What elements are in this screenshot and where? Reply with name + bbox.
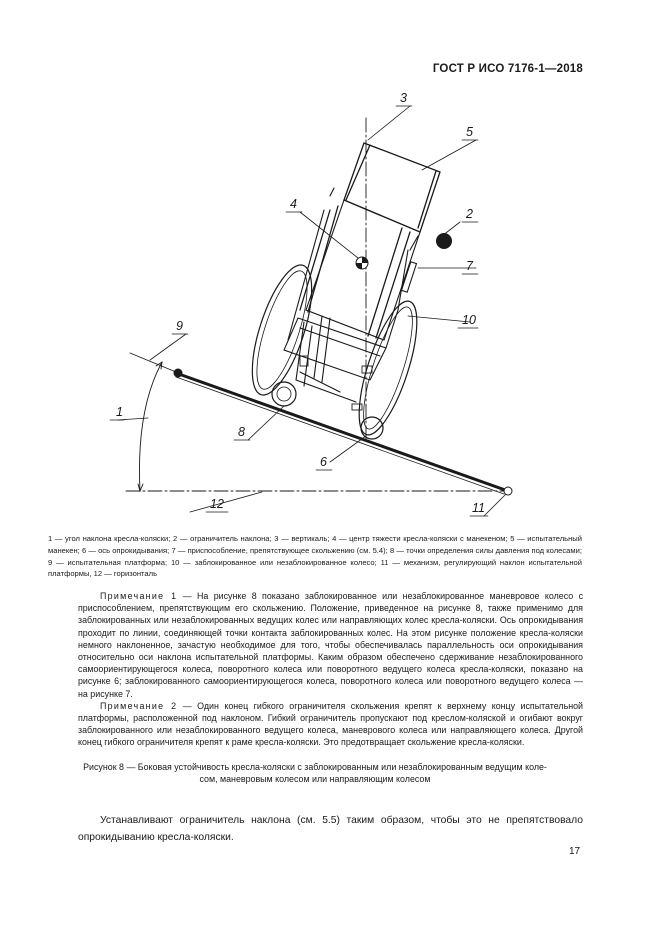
leader-6: [330, 436, 366, 462]
legend-item: 7 — приспособление, препятствующее скольжению (см. 5.4);: [171, 545, 390, 555]
note-2: [78, 700, 583, 749]
legend-item: 8 — точки определения силы давления под колесами;: [389, 545, 582, 555]
figure-caption: [48, 761, 582, 785]
platform-underside: [176, 377, 504, 494]
leader-9: [150, 334, 186, 360]
caption-line-2: сом, маневровым колесом или направляющим колесом: [199, 774, 431, 785]
body-paragraph: [78, 812, 583, 846]
leader-5: [422, 140, 476, 170]
legend-item: 10 — заблокированное или незаблокированное колесо;: [170, 557, 381, 567]
figure-label-7: 7: [466, 259, 473, 273]
legend-item: 2 — ограничитель наклона;: [173, 534, 275, 543]
platform-extension-line: [130, 353, 176, 372]
figure-notes: [78, 590, 583, 749]
legend-item: 3 — вертикаль;: [274, 534, 333, 543]
tilt-angle-arc: [139, 362, 162, 491]
figure-label-11: 11: [472, 501, 485, 515]
figure-legend: [48, 533, 582, 580]
note-2-lead: Примечание 2: [100, 700, 178, 711]
figure-label-5: 5: [466, 125, 473, 139]
figure-label-12: 12: [210, 497, 224, 511]
figure-label-1: 1: [116, 405, 123, 419]
figure-label-9: 9: [176, 319, 183, 333]
test-platform: [176, 373, 508, 491]
legend-item: 5 — испытательный манекен;: [48, 534, 582, 555]
figure-label-3: 3: [400, 91, 407, 105]
leader-11: [484, 494, 506, 516]
figure-label-8: 8: [238, 425, 245, 439]
caster-wheel-far: [272, 382, 296, 406]
note-2-text: — Один конец гибкого ограничителя скольжения крепят к верхнему концу испытательной платформы, расположенной под наклоном. Гибкий ограничитель пропускают под креслом-коляской и огибают вокруг заблокированного или незаблокированного ведущего колеса, маневрового колеса или направляющего колеса. Другой конец гибкого ограничителя крепят к раме кресла-коляски. Это предотвращает скольжение кресла-коляски.: [78, 700, 583, 748]
note-1-text: — На рисунке 8 показано заблокированное или незаблокированное маневровое колесо с приспособлением, препятствующим его скольжению. Положение, приведенное на рисунке 8, также применимо для заблокированных или незаблокированных ведущих колес или направляющих колес кресла-коляски. Ось опрокидывания проходит по линии, соединяющей точки контакта заблокированных колес. На этом рисунке положение кресла-коляски немного наклоненное, зачастую необходимое для того, чтобы обеспечивалась параллельность оси опрокидывания относительно оси наклона испытательной платформы. Каким образом обеспечено сдерживание незаблокированного самоориентирующегося колеса, поворотного колеса или поворотного ведущего колеса кресла-коляски, показано на рисунке 6; заблокированного самоориентирующегося колеса, поворотного колеса или поворотного ведущего колеса — на рисунке 7.: [78, 591, 584, 699]
body-paragraph-text: Устанавливают ограничитель наклона (см. 5.5) таким образом, чтобы это не препятствовало опрокидыванию кресла-коляски.: [78, 815, 583, 843]
test-dummy: [300, 143, 440, 340]
legend-item: 1 — угол наклона кресла-коляски;: [48, 534, 174, 543]
platform-point-marker: [174, 369, 183, 378]
leader-3: [368, 106, 410, 140]
legend-item: 6 — ось опрокидывания;: [81, 545, 172, 555]
caption-line-1: Рисунок 8 — Боковая устойчивость кресла-коляски с заблокированным или незаблокированным ведущим коле-: [83, 762, 547, 772]
centre-of-gravity-symbol: [356, 257, 368, 269]
legend-item: 12 — горизонталь: [93, 569, 158, 579]
leader-4: [300, 212, 358, 258]
leader-8: [248, 406, 284, 440]
note-1: [78, 590, 583, 700]
legend-item: 11 — механизм, регулирующий наклон испытательной платформы,: [48, 557, 583, 579]
figure-label-4: 4: [290, 197, 297, 211]
document-code: ГОСТ Р ИСО 7176-1—2018: [432, 63, 583, 75]
note-1-lead: Примечание 1: [100, 591, 178, 601]
page-number: 17: [569, 846, 581, 857]
tilt-mechanism-pivot: [504, 487, 512, 495]
legend-item: 9 — испытательная платформа;: [48, 557, 171, 567]
figure-label-10: 10: [462, 313, 476, 327]
legend-item: 4 — центр тяжести кресла-коляски с манекеном;: [332, 534, 511, 543]
figure-label-6: 6: [320, 455, 327, 469]
leader-12: [190, 492, 262, 512]
figure-label-2: 2: [466, 207, 473, 221]
tilt-limiter-marker: [436, 233, 452, 249]
